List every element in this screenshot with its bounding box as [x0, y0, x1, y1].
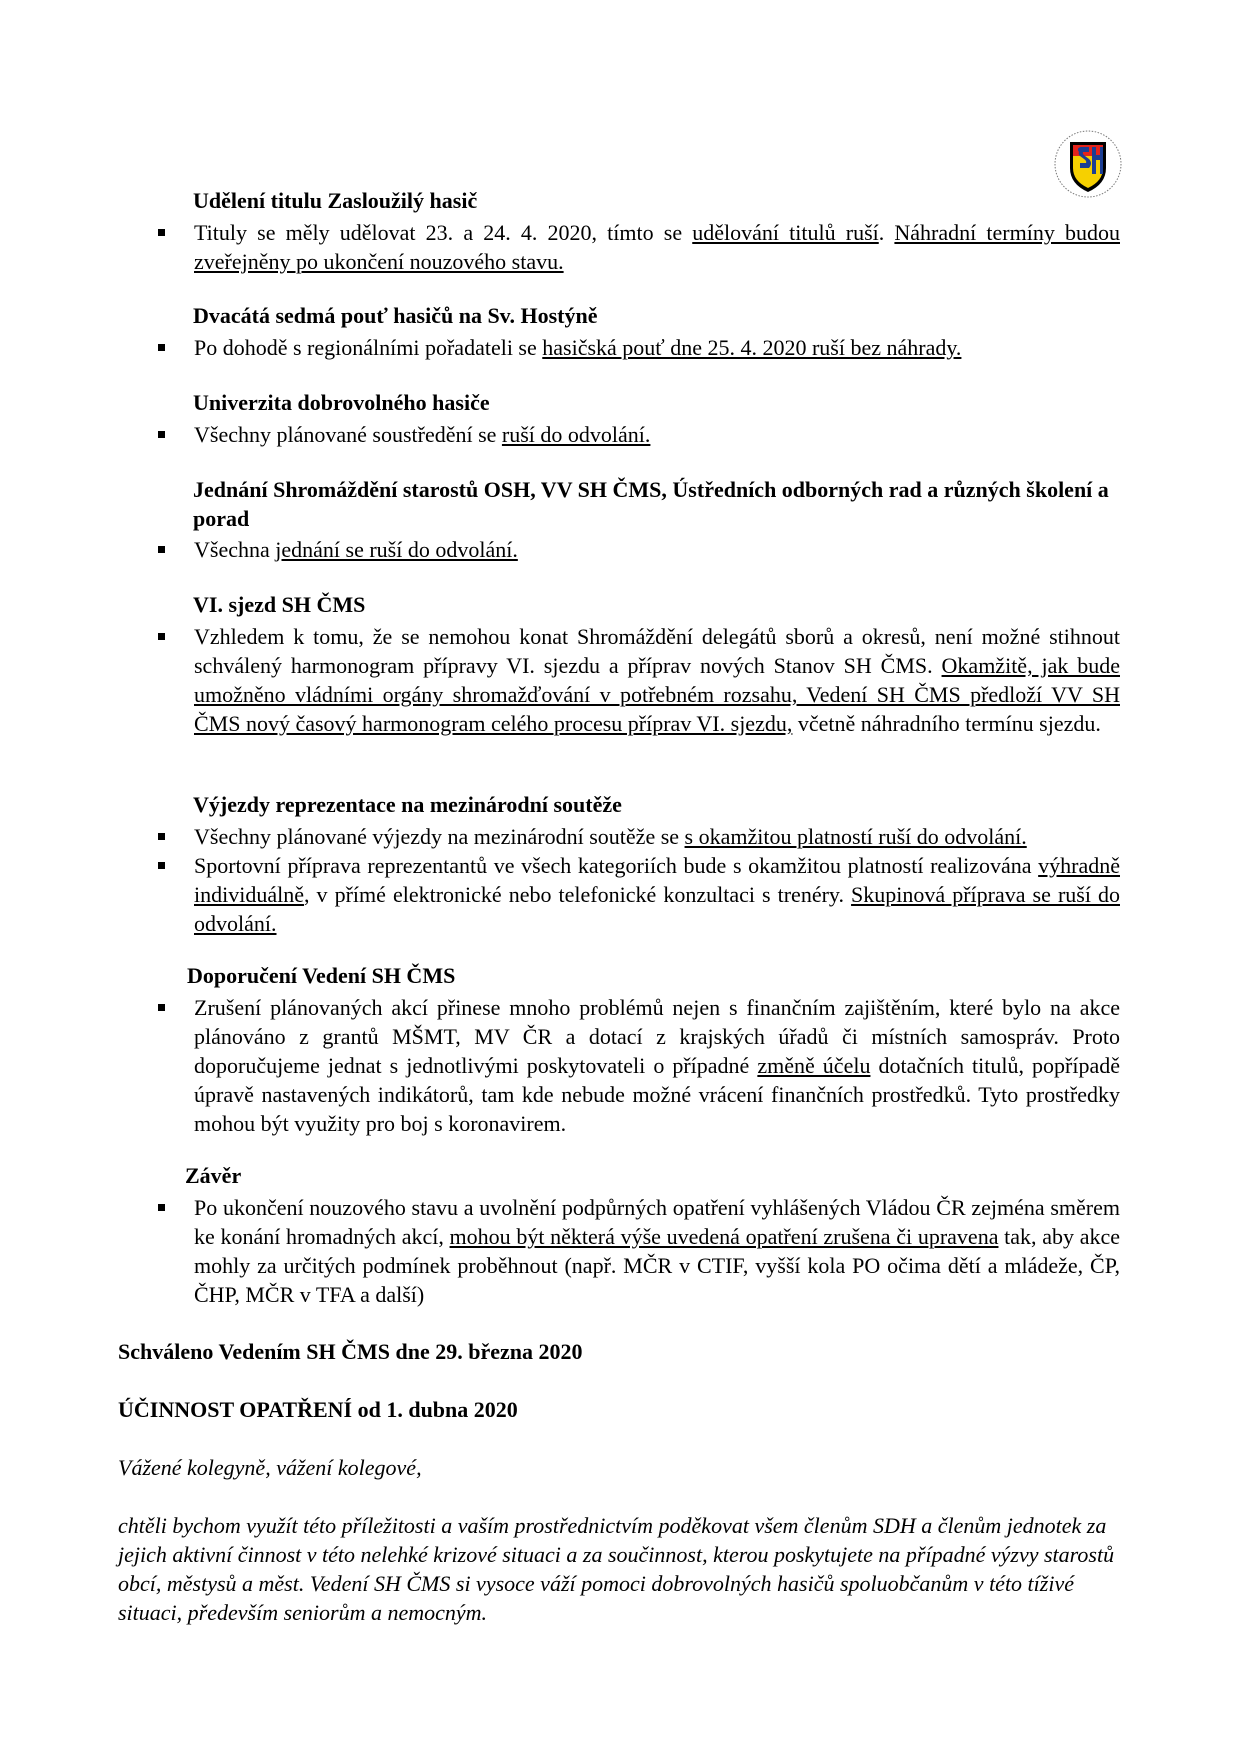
underlined-text: Skupinová příprava se ruší do odvolání.	[194, 882, 1120, 936]
text-run: Všechny plánované výjezdy na mezinárodní soutěže se	[194, 824, 685, 849]
list-item-text	[194, 851, 1120, 938]
section-heading: Výjezdy reprezentace na mezinárodní soutěže	[193, 792, 622, 817]
underlined-text: s okamžitou platností ruší do odvolání.	[684, 824, 1027, 849]
text-run: včetně náhradního termínu sjezdu.	[792, 711, 1101, 736]
section-heading: Závěr	[185, 1163, 242, 1188]
list-item-text	[194, 218, 1120, 276]
list-item-text	[194, 822, 1120, 851]
underlined-text: Náhradní termíny budou zveřejněny po ukončení nouzového stavu.	[194, 220, 1120, 274]
bullet-icon	[158, 229, 165, 236]
bullet-icon	[158, 1004, 165, 1011]
list-item	[158, 535, 1120, 564]
bullet-icon	[158, 633, 165, 640]
text-run: tak, aby akce mohly za určitých podmínek proběhnout (např. MČR v CTIF, vyšší kola PO očima dětí a mládeže, ČP, ČHP, MČR v TFA a další)	[194, 1224, 1120, 1307]
sh-cms-logo-icon	[1052, 128, 1124, 200]
underlined-text: udělování titulů ruší	[692, 220, 879, 245]
section-heading: Doporučení Vedení SH ČMS	[187, 963, 456, 988]
closing-paragraph: chtěli bychom využít této příležitosti a vaším prostřednictvím poděkovat všem členům SDH a členům jednotek za jejich aktivní činnost v této nelehké krizové situaci a za součinnost, kterou poskytujete na případné výzvy starostů obcí, městysů a měst. Vedení SH ČMS si vysoce váží pomoci dobrovolných hasičů spoluobčanům v této tíživé situaci, především seniorům a nemocným.	[118, 1513, 1115, 1625]
list-item	[158, 218, 1120, 276]
text-run: Všechna	[194, 537, 276, 562]
list-item-text	[194, 420, 1120, 449]
bullet-icon	[158, 431, 165, 438]
underlined-text: hasičská pouť dne 25. 4. 2020 ruší bez náhrady.	[542, 335, 962, 360]
underlined-text: jednání se ruší do odvolání.	[275, 537, 518, 562]
section-heading: Jednání Shromáždění starostů OSH, VV SH ČMS, Ústředních odborných rad a různých školení a porad	[193, 477, 1109, 531]
list-item	[158, 420, 1120, 449]
text-run: Po dohodě s regionálními pořadateli se	[194, 335, 543, 360]
text-run: Vzhledem k tomu, že se nemohou konat Shromáždění delegátů sborů a okresů, není možné stihnout schválený harmonogram přípravy VI. sjezdu a příprav nových Stanov SH ČMS.	[194, 624, 1120, 678]
list-item	[158, 333, 1120, 362]
effective-date-statement: ÚČINNOST OPATŘENÍ od 1. dubna 2020	[118, 1397, 518, 1422]
bullet-icon	[158, 1204, 165, 1211]
underlined-text: výhradně individuálně	[194, 853, 1120, 907]
text-run: Sportovní příprava reprezentantů ve všech kategoriích bude s okamžitou platností realizována	[194, 853, 1039, 878]
section-heading: Univerzita dobrovolného hasiče	[193, 390, 490, 415]
section-heading: VI. sjezd SH ČMS	[193, 592, 366, 617]
list-item-text	[194, 993, 1120, 1138]
list-item	[158, 822, 1120, 851]
greeting: Vážené kolegyně, vážení kolegové,	[118, 1455, 422, 1480]
underlined-text: změně účelu	[757, 1053, 871, 1078]
text-run: , v přímé elektronické nebo telefonické konzultaci s trenéry.	[303, 882, 852, 907]
text-run: Zrušení plánovaných akcí přinese mnoho problémů nejen s finančním zajištěním, které bylo na akce plánováno z grantů MŠMT, MV ČR a dotací z krajských úřadů či místních samospráv. Proto doporučujeme jednat s jednotlivými poskytovateli o případné	[194, 995, 1120, 1078]
text-run: .	[878, 220, 895, 245]
bullet-icon	[158, 833, 165, 840]
list-item-text	[194, 622, 1120, 738]
list-item-text	[194, 333, 1120, 362]
bullet-icon	[158, 344, 165, 351]
section-heading: Udělení titulu Zasloužilý hasič	[193, 188, 478, 213]
underlined-text: Okamžitě, jak bude umožněno vládními orgány shromažďování v potřebném rozsahu, Vedení SH ČMS předloží VV SH ČMS nový časový harmonogram celého procesu příprav VI. sjezdu,	[194, 653, 1120, 736]
text-run: dotačních titulů, popřípadě úpravě nastavených indikátorů, tam kde nebude možné vrácení finančních prostředků. Tyto prostředky mohou být využity pro boj s koronavirem.	[194, 1053, 1120, 1136]
text-run: Po ukončení nouzového stavu a uvolnění podpůrných opatření vyhlášených Vládou ČR zejména směrem ke konání hromadných akcí,	[194, 1195, 1120, 1249]
list-item	[158, 622, 1120, 738]
bullet-icon	[158, 546, 165, 553]
text-run: Tituly se měly udělovat 23. a 24. 4. 2020, tímto se	[194, 220, 693, 245]
list-item	[158, 851, 1120, 938]
list-item	[158, 1193, 1120, 1309]
section-heading: Dvacátá sedmá pouť hasičů na Sv. Hostýně	[193, 303, 598, 328]
underlined-text: ruší do odvolání.	[501, 422, 651, 447]
list-item	[158, 993, 1120, 1138]
text-run: Všechny plánované soustředění se	[194, 422, 502, 447]
approval-statement: Schváleno Vedením SH ČMS dne 29. března 2020	[118, 1339, 583, 1364]
list-item-text	[194, 1193, 1120, 1309]
list-item-text	[194, 535, 1120, 564]
underlined-text: mohou být některá výše uvedená opatření zrušena či upravena	[449, 1224, 999, 1249]
bullet-icon	[158, 862, 165, 869]
